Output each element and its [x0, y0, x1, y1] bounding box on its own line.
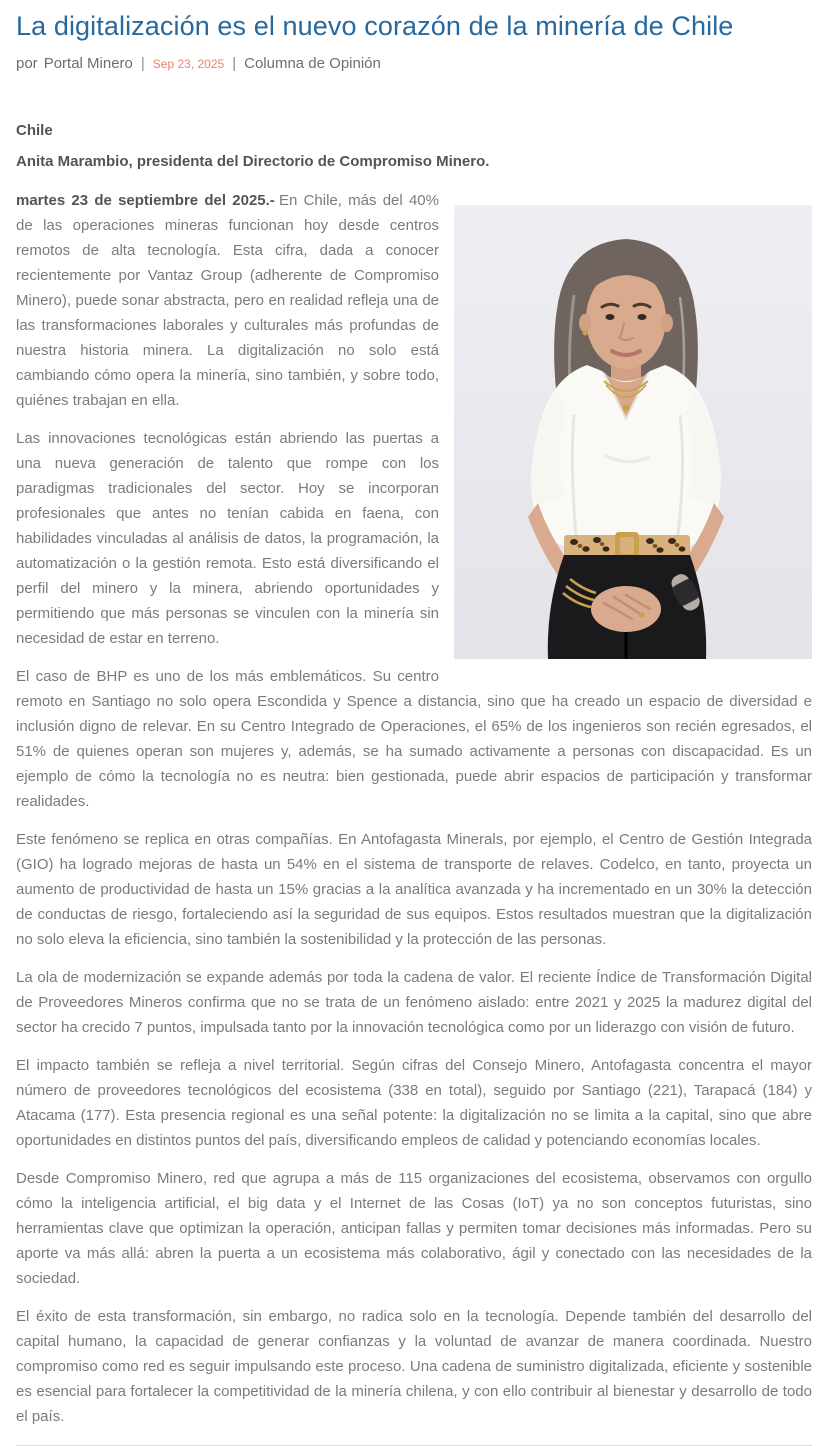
byline-separator: | [140, 55, 145, 72]
byline-separator: | [232, 55, 237, 72]
byline-date: Sep 23, 2025 [152, 57, 225, 71]
paragraph-text: En Chile, más del 40% de las operaciones mineras funcionan hoy desde centros remotos de alta tecnología. Esta cifra, dada a conocer recientemente por Vantaz Group (adherente de Compromiso Minero), puede sonar abstracta, pero en realidad refleja una de las transformaciones laborales y culturales más profundas de nuestra historia minera. La digitalización no solo está cambiando cómo opera la minería, sino también, y sobre todo, quiénes trabajan en ella. [16, 192, 439, 409]
byline-prefix: por [16, 55, 38, 72]
portrait-illustration [454, 205, 812, 659]
byline-author-link[interactable]: Portal Minero [43, 55, 133, 72]
author-credit: Anita Marambio, presidenta del Directorio de Compromiso Minero. [16, 153, 490, 170]
byline-category-link[interactable]: Columna de Opinión [244, 55, 381, 72]
article-paragraph: La ola de modernización se expande además por toda la cadena de valor. El reciente Índice de Transformación Digital de Proveedores Mineros confirma que no se trata de un fenómeno aislado: entre 2021 y 2025 la madurez digital del sector ha crecido 7 puntos, impulsada tanto por la innovación tecnológica como por un liderazgo con visión de futuro. [16, 969, 812, 1036]
paragraph-date-lead: martes 23 de septiembre del 2025.- [16, 192, 275, 209]
article-paragraph: Las innovaciones tecnológicas están abriendo las puertas a una nueva generación de talento que rompe con los paradigmas tradicionales del sector. Hoy se incorporan profesionales que antes no tenían cabida en faena, con habilidades vinculadas al análisis de datos, la programación, la automatización o la gestión remota. Esto está diversificando el perfil del minero y la minera, abriendo oportunidades y permitiendo que más personas se vinculen con la minería sin necesidad de estar en terreno. [16, 430, 439, 647]
article-paragraph: El impacto también se refleja a nivel territorial. Según cifras del Consejo Minero, Antofagasta concentra el mayor número de proveedores tecnológicos del ecosistema (338 en total), seguido por Santiago (221), Tarapacá (184) y Atacama (177). Esta presencia regional es una señal potente: la digitalización no se limita a la capital, sino que abre oportunidades en distintos puntos del país, diversificando empleos de calidad y potenciando economías locales. [16, 1057, 812, 1149]
article-paragraph: El caso de BHP es uno de los más emblemáticos. Su centro remoto en Santiago no solo opera Escondida y Spence a distancia, sino que ha creado un espacio de diversidad e inclusión digno de relevar. En su Centro Integrado de Operaciones, el 65% de los ingenieros son recién egresados, el 51% de quienes operan son mujeres y, además, se ha sumado activamente a personas con discapacidad. Es un ejemplo de cómo la tecnología no es neutra: bien gestionada, puede abrir espacios de participación y transformar realidades. [16, 668, 812, 810]
location-label: Chile [16, 122, 53, 139]
byline [16, 55, 812, 72]
page-title: La digitalización es el nuevo corazón de la minería de Chile [16, 11, 734, 41]
article-body [16, 121, 812, 1446]
article-paragraph: Desde Compromiso Minero, red que agrupa a más de 115 organizaciones del ecosistema, observamos con orgullo cómo la inteligencia artificial, el big data y el Internet de las Cosas (IoT) ya no son conceptos futuristas, sino herramientas clave que optimizan la operación, anticipan fallas y permiten tomar decisiones más informadas. Pero su aporte va más allá: abren la puerta a un ecosistema más colaborativo, ágil y conectado con las necesidades de la sociedad. [16, 1170, 812, 1287]
article-paragraph: Este fenómeno se replica en otras compañías. En Antofagasta Minerals, por ejemplo, el Centro de Gestión Integrada (GIO) ha logrado mejoras de hasta un 54% en el sistema de transporte de relaves. Codelco, en tanto, proyecta un aumento de productividad de hasta un 15% gracias a la analítica avanzada y ha incrementado en un 30% la detección de conductas de riesgo, fortaleciendo así la seguridad de sus equipos. Estos resultados muestran que la digitalización no solo eleva la eficiencia, sino también la sostenibilidad y la protección de las personas. [16, 831, 812, 948]
portrait-photo [454, 205, 812, 659]
article-paragraph: El éxito de esta transformación, sin embargo, no radica solo en la tecnología. Depende también del desarrollo del capital humano, la capacidad de generar confianzas y la voluntad de avanzar de manera coordinada. Nuestro compromiso como red es seguir impulsando este proceso. Una cadena de suministro digitalizada, eficiente y sostenible es esencial para fortalecer la competitividad de la minería chilena, y con ello contribuir al bienestar y desarrollo de todo el país. [16, 1308, 812, 1425]
